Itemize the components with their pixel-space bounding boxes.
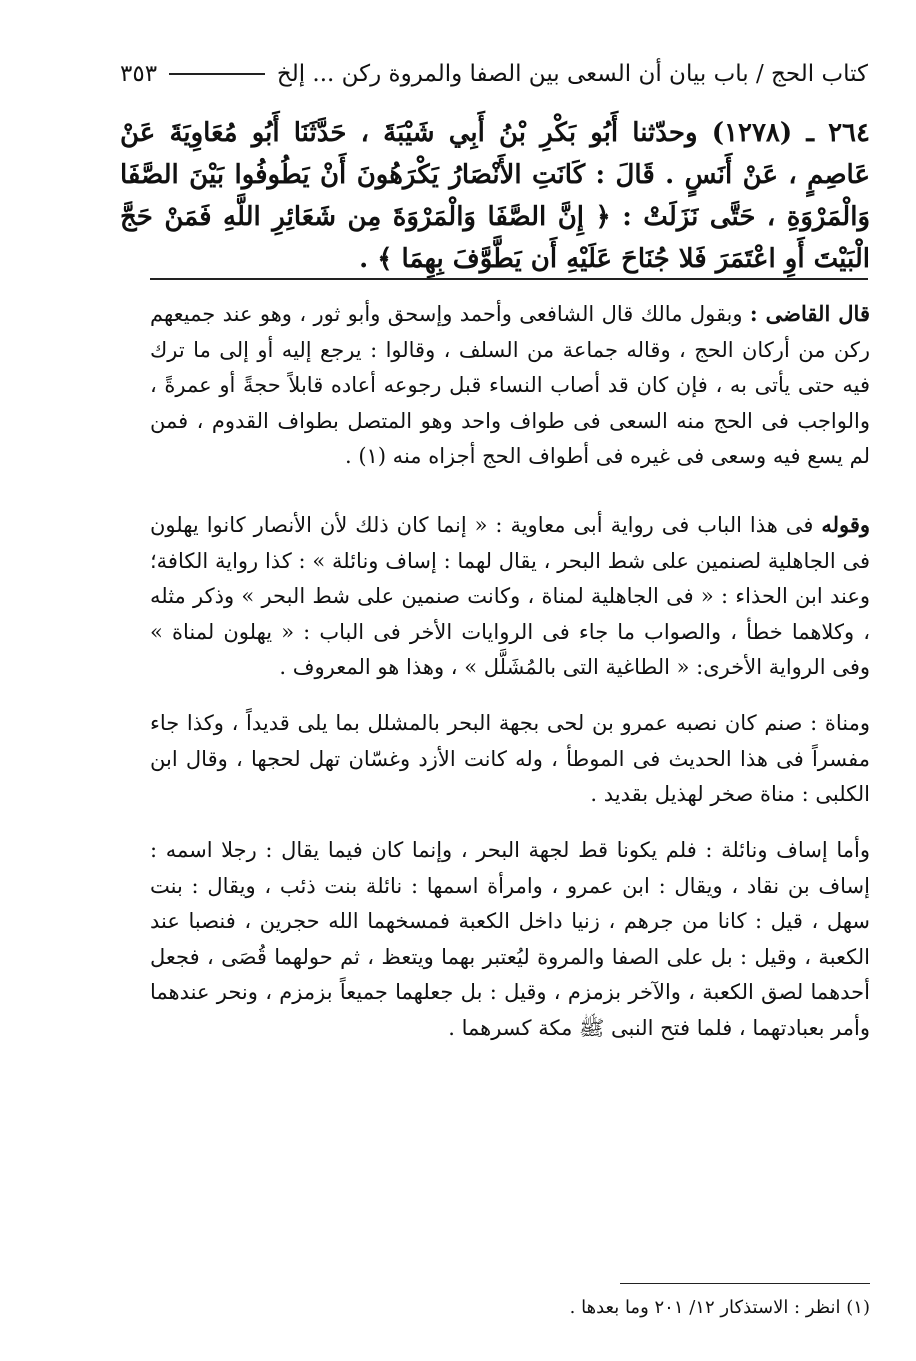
commentary-paragraph-2 bbox=[150, 507, 870, 686]
header-rule bbox=[169, 73, 265, 75]
footnote-rule bbox=[620, 1283, 870, 1284]
commentary-body: ومناة : صنم كان نصبه عمرو بن لحى بجهة البحر بالمشلل بما يلى قديداً ، وكذا جاء مفسراً فى هذا الحديث فى الموطأ ، وله كانت الأزد وغسّان تهل لحجها ، وقال ابن الكلبى : مناة صخر لهذيل بقديد . bbox=[150, 711, 870, 806]
footnote: (١) انظر : الاستذكار ١٢/ ٢٠١ وما بعدها . bbox=[569, 1297, 870, 1318]
commentary-lead: وقوله bbox=[821, 512, 870, 537]
commentary-body: وبقول مالك قال الشافعى وأحمد وإسحق وأبو ثور ، وهو عند جميعهم ركن من أركان الحج ، وقاله جماعة من السلف ، وقالوا : يرجع إليه أو إلى ما ترك فيه حتى يأتى به ، فإن كان قد أصاب النساء قبل رجوعه أعاده قابلاً حجةً أو عمرةً ، والواجب فى الحج منه السعى فى طواف واحد وهو المتصل بطواف القدوم ، فمن لم يسع فيه وسعى فى غيره فى أطواف الحج أجزاه منه (١) . bbox=[150, 302, 870, 468]
commentary-body: وأما إساف ونائلة : فلم يكونا قط لجهة البحر ، وإنما كان فيما يقال : رجلا اسمه : إساف بن نقاد ، ويقال : ابن عمرو ، وامرأة اسمها : نائلة بنت ذئب ، ويقال : بنت سهل ، قيل : كانا من جرهم ، زنيا داخل الكعبة فمسخهما الله حجرين ، فنصبا عند الكعبة ، وقيل : بل على الصفا والمروة ليُعتبر بهما ويتعظ ، ثم حولهما قُصَى ، فجعل أحدهما لصق الكعبة ، والآخر بزمزم ، وقيل : بل جعلهما جميعاً بزمزم ، ونحر عندهما وأمر بعبادتهما ، فلما فتح النبى ﷺ مكة كسرهما . bbox=[150, 838, 870, 1040]
commentary-paragraph-3 bbox=[150, 706, 870, 813]
header-title: كتاب الحج / باب بيان أن السعى بين الصفا والمروة ركن ... إلخ bbox=[276, 61, 868, 87]
commentary-paragraph-1 bbox=[150, 296, 870, 475]
commentary-body: فى هذا الباب فى رواية أبى معاوية : « إنما كان ذلك لأن الأنصار كانوا يهلون فى الجاهلية لصنمين على شط البحر ، يقال لهما : إساف ونائلة » : كذا رواية الكافة؛وعند ابن الحذاء : « فى الجاهلية لمناة ، وكانت صنمين على شط البحر » وذكر مثله ، وكلاهما خطأ ، والصواب ما جاء فى الروايات الأخر فى الباب : « يهلون لمناة » وفى الرواية الأخرى: « الطاغية التى بالمُشَلَّل » ، وهذا هو المعروف . bbox=[150, 513, 870, 679]
hadith-text: ٢٦٤ ـ (١٢٧٨) وحدّثنا أَبُو بَكْرِ بْنُ أَبِي شَيْبَةَ ، حَدَّثَنَا أَبُو مُعَاوِيَةَ عَنْ عَاصِمٍ ، عَنْ أَنَسٍ . قَالَ : كَانَتِ الأَنْصَارُ يَكْرَهُونَ أَنْ يَطُوفُوا بَيْنَ الصَّفَا وَالْمَرْوَةِ ، حَتَّى نَزَلَتْ : ﴿ إِنَّ الصَّفَا وَالْمَرْوَةَ مِن شَعَائِرِ اللَّهِ فَمَنْ حَجَّ الْبَيْتَ أَوِ اعْتَمَرَ فَلا جُنَاحَ عَلَيْهِ أَن يَطَّوَّفَ بِهِمَا ﴾ . bbox=[120, 118, 870, 274]
page-number: ٣٥٣ bbox=[120, 61, 158, 87]
section-divider bbox=[150, 278, 868, 280]
commentary-lead: قال القاضى : bbox=[749, 301, 870, 326]
commentary-paragraph-4 bbox=[150, 833, 870, 1046]
running-header bbox=[120, 56, 868, 92]
